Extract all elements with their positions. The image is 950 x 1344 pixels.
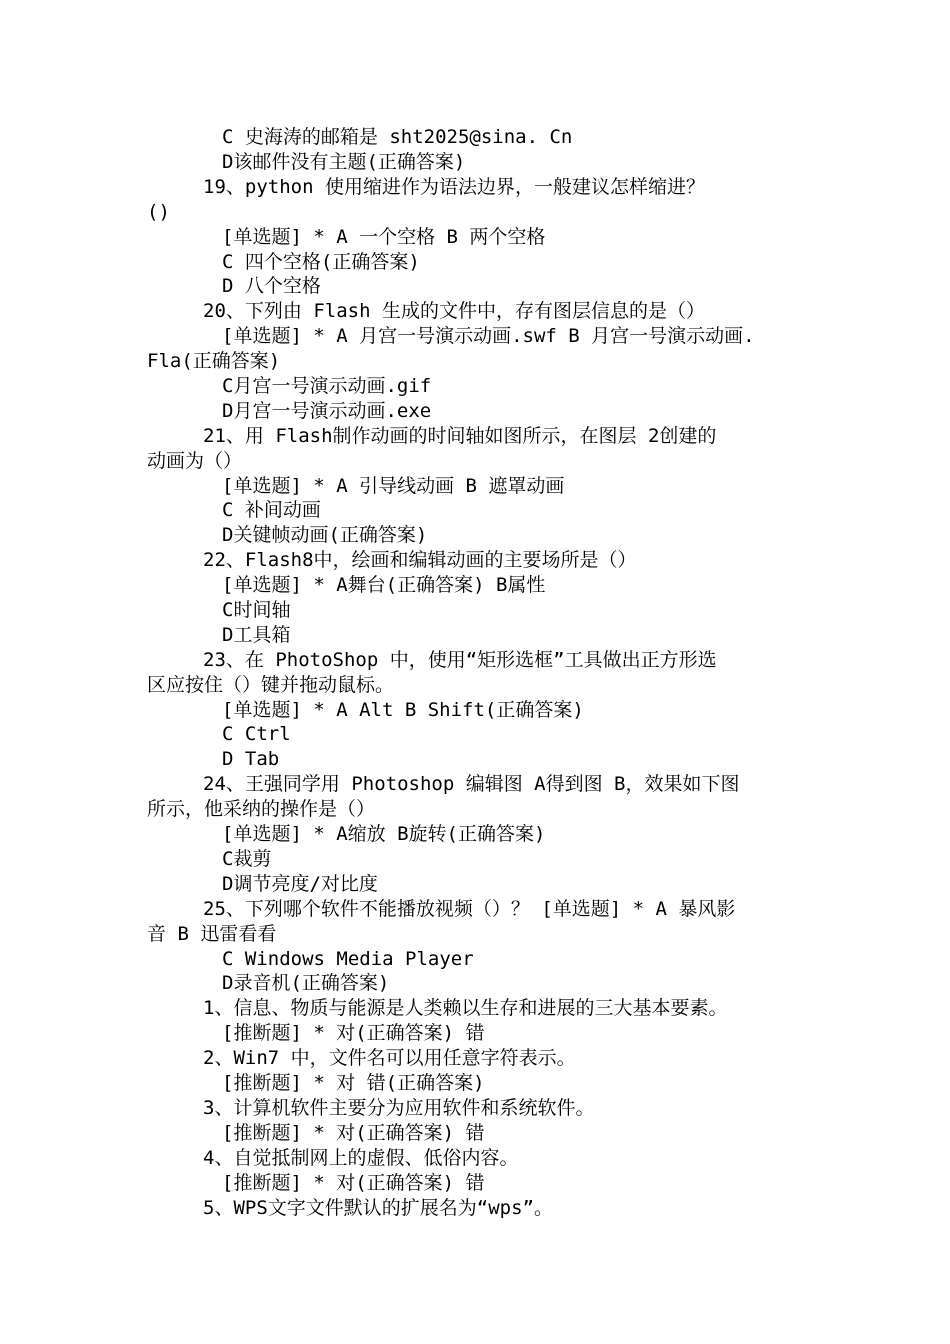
text-line: D调节亮度/对比度 [222,873,378,895]
options-line: [单选题] * A Alt B Shift(正确答案) [222,699,584,721]
question-line: 23、在 PhotoShop 中，使用“矩形选框”工具做出正方形选 [203,649,717,671]
text-line: C裁剪 [222,848,272,870]
text-line: C 补间动画 [222,499,321,521]
question-line: 2、Win7 中，文件名可以用任意字符表示。 [203,1047,576,1069]
text-line: D工具箱 [222,624,291,646]
question-line: 22、Flash8中，绘画和编辑动画的主要场所是（） [203,549,637,571]
options-line: [单选题] * A缩放 B旋转(正确答案) [222,823,546,845]
options-line: [单选题] * A 引导线动画 B 遮罩动画 [222,475,565,497]
text-line: 所示，他采纳的操作是（） [147,798,376,820]
text-line: D Tab [222,748,280,770]
question-line: 25、下列哪个软件不能播放视频（）？ [单选题] * A 暴风影 [203,898,736,920]
question-line: 3、计算机软件主要分为应用软件和系统软件。 [203,1097,595,1119]
question-line: 19、python 使用缩进作为语法边界，一般建议怎样缩进？ [203,176,705,198]
text-line: 音 B 迅雷看看 [147,923,277,945]
text-line: D录音机(正确答案) [222,972,390,994]
text-line: C时间轴 [222,599,291,621]
text-line: Fla(正确答案) [147,350,281,372]
options-line: [单选题] * A 月宫一号演示动画.swf B 月宫一号演示动画. [222,325,755,347]
text-line: 区应按住（）键并拖动鼠标。 [147,674,395,696]
question-line: 1、信息、物质与能源是人类赖以生存和进展的三大基本要素。 [203,997,728,1019]
text-line: C 四个空格(正确答案) [222,251,420,273]
options-line: [推断题] * 对(正确答案) 错 [222,1122,485,1144]
options-line: [单选题] * A舞台(正确答案) B属性 [222,574,546,596]
text-line: D该邮件没有主题(正确答案) [222,151,466,173]
text-line: C Windows Media Player [222,948,474,970]
text-line: C 史海涛的邮箱是 sht2025@sina. Cn [222,126,573,148]
options-line: [单选题] * A 一个空格 B 两个空格 [222,226,546,248]
text-line: 动画为（） [147,450,243,472]
question-line: 4、自觉抵制网上的虚假、低俗内容。 [203,1147,519,1169]
text-line: D关键帧动画(正确答案) [222,524,428,546]
text-line: C月宫一号演示动画.gif [222,375,432,397]
text-line: D 八个空格 [222,275,321,297]
question-line: 20、下列由 Flash 生成的文件中，存有图层信息的是（） [203,300,705,322]
text-line: () [147,201,170,223]
question-line: 24、王强同学用 Photoshop 编辑图 A得到图 B，效果如下图 [203,773,740,795]
text-line: C Ctrl [222,723,291,745]
options-line: [推断题] * 对 错(正确答案) [222,1072,485,1094]
text-line: D月宫一号演示动画.exe [222,400,432,422]
question-line: 21、用 Flash制作动画的时间轴如图所示，在图层 2创建的 [203,425,717,447]
options-line: [推断题] * 对(正确答案) 错 [222,1172,485,1194]
question-line: 5、WPS文字文件默认的扩展名为“wps”。 [203,1197,553,1219]
options-line: [推断题] * 对(正确答案) 错 [222,1022,485,1044]
